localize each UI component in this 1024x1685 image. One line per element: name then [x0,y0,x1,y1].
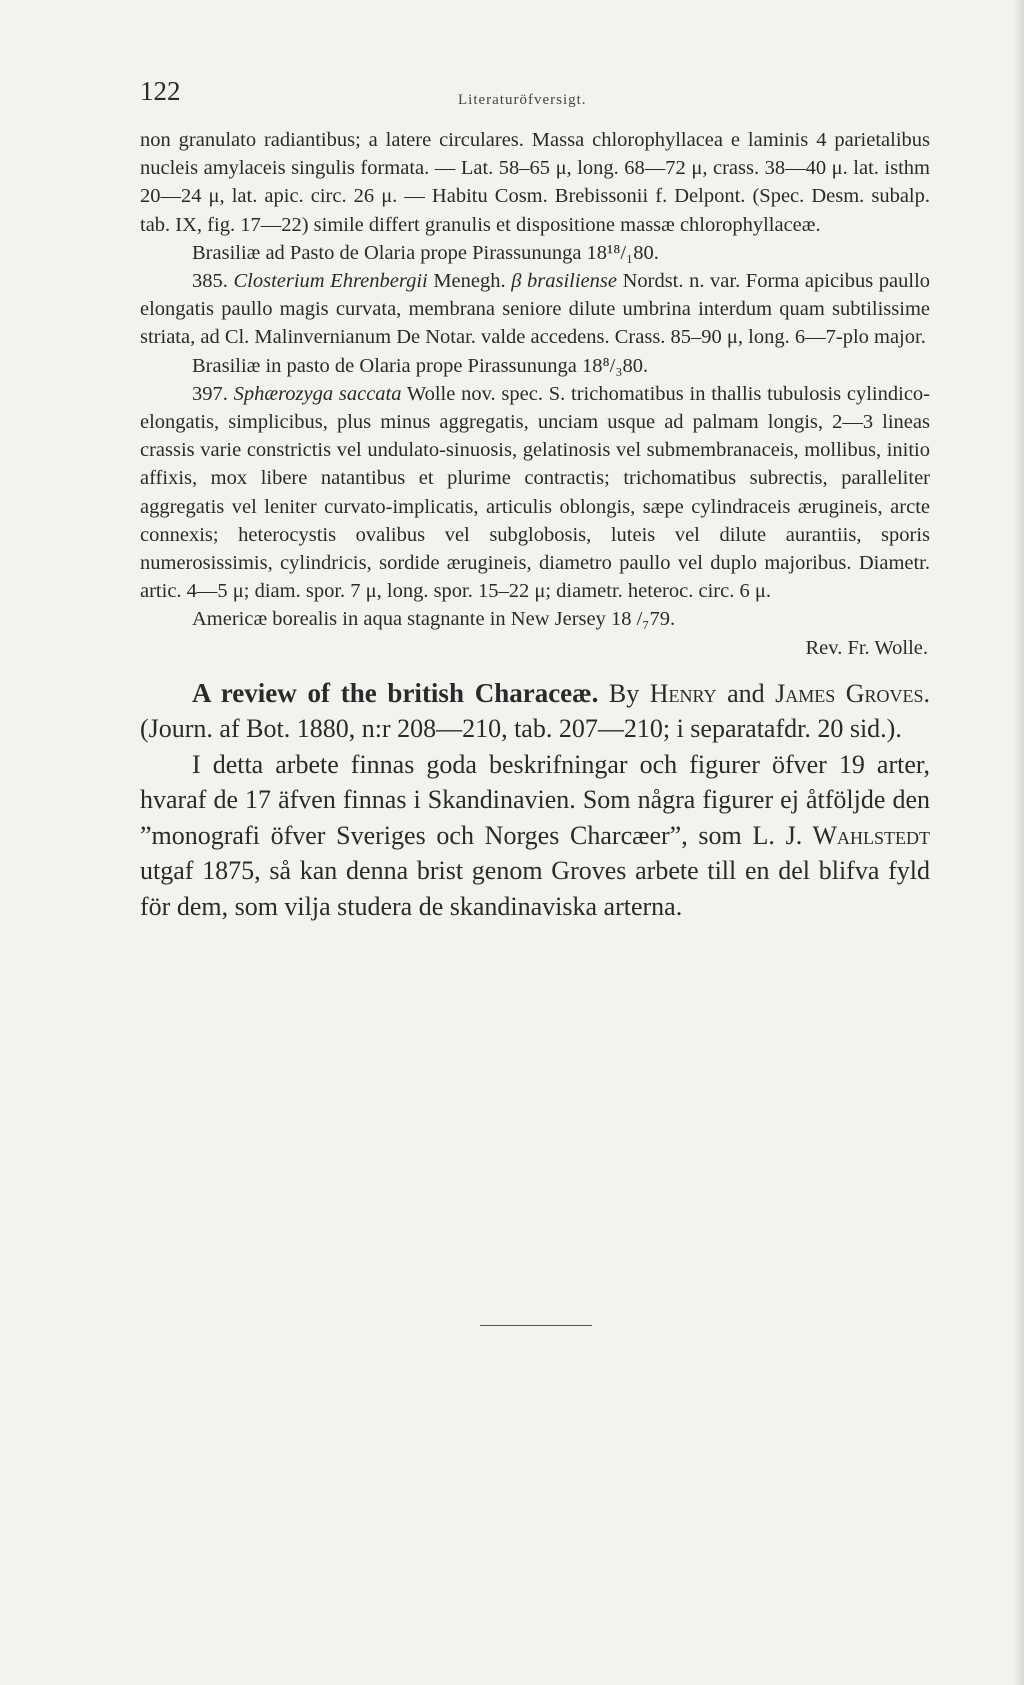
review-section [140,676,930,925]
review-citation: (Journ. af Bot. 1880, n:r 208—210, tab. 207—210; i separatafdr. 20 sid.). [140,714,902,744]
review-body-part2: utgaf 1875, så kan denna brist genom Groves arbete till en del blifva fyld för dem, som vilja studera de skandinaviska arterna. [140,856,930,921]
cited-author: L. J. Wahlstedt [752,820,931,850]
review-and: and [727,678,765,708]
locality-paragraph: Brasiliæ in pasto de Olaria prope Pirassununga 18⁸/₃80. [192,354,649,377]
page-header [140,70,930,126]
review-by: By [608,678,640,708]
species-description: Nordst. n. var. Forma apicibus paullo elongatis paullo magis curvata, membrana seniore dilute umbrina interdum quam subtilissime striata, ad Cl. Malinvernianum De Notar. valde accedens. Crass. 85–90 μ, long. 6—7-plo major. [140,270,931,349]
book-page [140,70,930,924]
locality-paragraph: Brasiliæ ad Pasto de Olaria prope Pirassununga 18¹⁸/₁80. [192,241,659,264]
locality-paragraph: Americæ borealis in aqua stagnante in New Jersey 18 /₇79. [192,608,676,631]
page-edge-shadow [1014,0,1024,1685]
entry-number: 385. [192,270,228,293]
species-description: Wolle nov. spec. S. trichomatibus in thallis tubulosis cylindico-elongatis, simplicibus, plus minus aggregatis, unciam usque ad palmam longis, 2—3 lineas crassis varie constrictis vel undulato-sinuosis, gelatinosis vel submembranaceis, mollibus, initio affixis, mox libere natantibus et plurime contractis; trichomatibus subrectis, paralleliter aggregatis vel leniter curvato-implicatis, articulis oblongis, sæpe cylindraceis ærugineis, arcte connexis; heterocystis ovalibus vel subglobosis, luteis vel dilute aurantiis, sporis numerosissimis, cylindricis, sordide ærugineis, diametro paullo vel duplo majoribus. Diametr. artic. 4—5 μ; diam. spor. 7 μ, long. spor. 15–22 μ; diametr. heteroc. circ. 6 μ. [140,382,931,603]
entry-number: 397. [192,382,228,405]
species-entry-385 [140,267,930,352]
species-entry-397 [140,380,930,606]
review-body [140,747,930,925]
paragraph-continuation: non granulato radiantibus; a latere circulares. Massa chlorophyllacea e laminis 4 parietalibus nucleis amylaceis singulis formata. — Lat. 58–65 μ, long. 68—72 μ, crass. 38—40 μ. lat. isthm 20—24 μ, lat. apic. circ. 26 μ. — Habitu Cosm. Brebissonii f. Delpont. (Spec. Desm. subalp. tab. IX, fig. 17—22) simile differt granulis et dispositione massæ chlorophyllaceæ. [140,129,930,236]
species-name: Sphærozyga saccata [233,382,402,405]
running-head: Literaturöfversigt. [458,92,587,108]
review-author-2: James Groves. [775,678,931,708]
review-heading [140,676,930,747]
variety-name: β brasiliense [511,270,617,293]
section-divider-rule [480,1325,592,1326]
reviewer-signature: Rev. Fr. Wolle. [805,636,928,659]
review-body-part1: I detta arbete finnas goda beskrifningar och figurer öfver 19 arter, hvaraf de 17 äfven finnas i Skandinavien. Som några figurer ej åtföljde den ”monografi öfver Sveriges och Norges Charcæer”, som [140,749,930,850]
review-author-1: Henry [649,678,717,708]
species-author: Menegh. [433,270,506,293]
small-text-block [140,126,930,662]
species-name: Closterium Ehrenbergii [233,270,428,293]
page-number: 122 [140,76,181,106]
review-title: A review of the british Characeæ. [192,677,599,708]
